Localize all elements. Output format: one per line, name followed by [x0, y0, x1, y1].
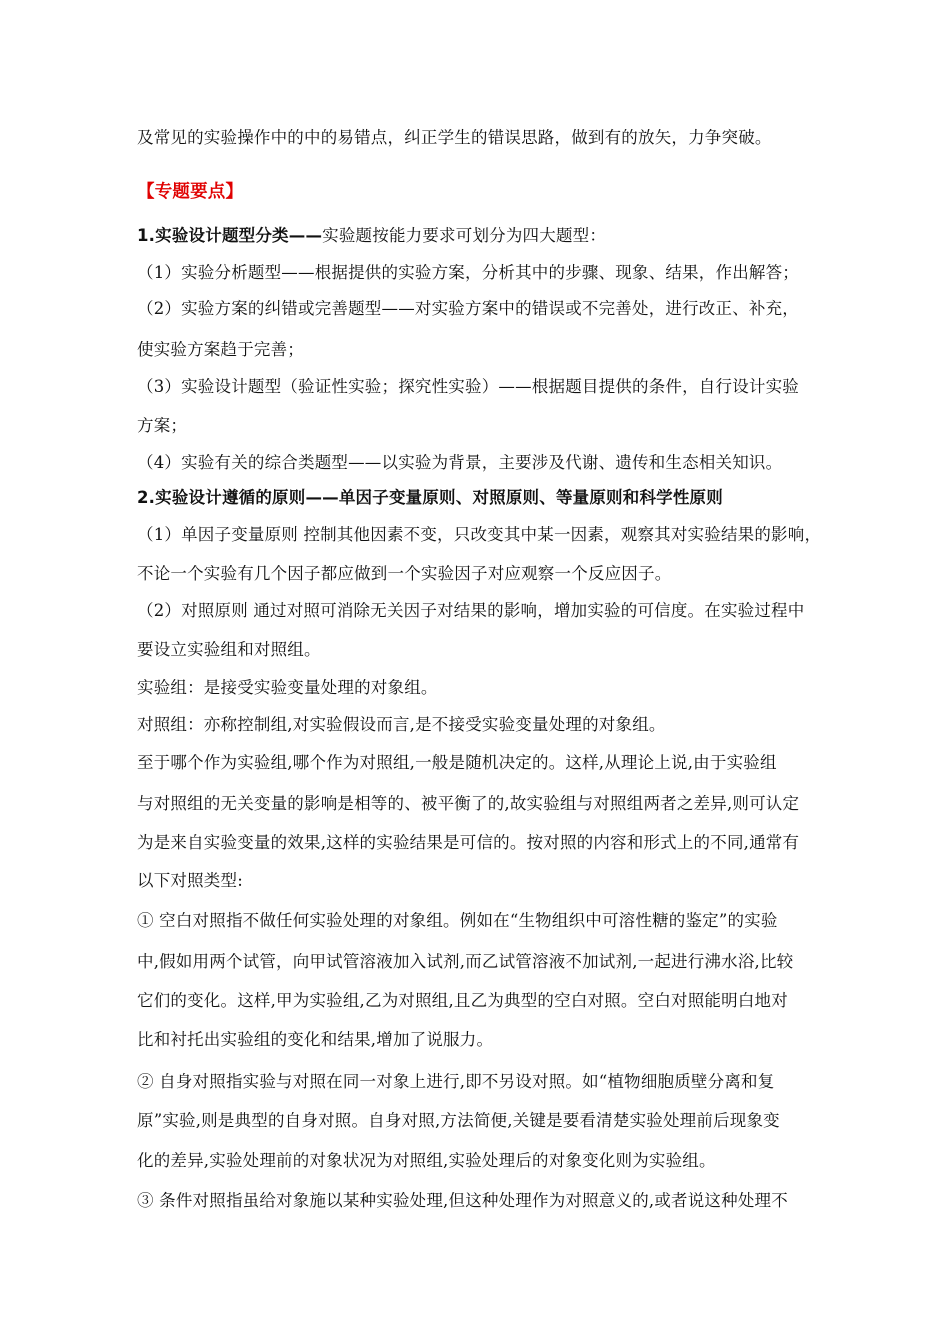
- point2-line: ① 空白对照指不做任何实验处理的对象组。例如在“生物组织中可溶性糖的鉴定”的实验: [137, 911, 778, 930]
- point1-item: 使实验方案趋于完善；: [137, 340, 304, 359]
- point1-title: 1.实验设计题型分类——: [137, 226, 323, 245]
- point2-line: 不论一个实验有几个因子都应做到一个实验因子对应观察一个反应因子。: [137, 564, 672, 583]
- point2-line: 实验组：是接受实验变量处理的对象组。: [137, 678, 438, 697]
- point2-line: （2）对照原则 通过对照可消除无关因子对结果的影响，增加实验的可信度。在实验过程中: [137, 601, 805, 620]
- section-heading: 【专题要点】: [137, 182, 244, 202]
- point2-line: ③ 条件对照指虽给对象施以某种实验处理,但这种处理作为对照意义的,或者说这种处理不: [137, 1191, 788, 1210]
- point1-item: 方案；: [137, 416, 188, 435]
- point2-line: 对照组：亦称控制组,对实验假设而言,是不接受实验变量处理的对象组。: [137, 715, 666, 734]
- point1-heading: [137, 225, 606, 247]
- point2-heading: 2.实验设计遵循的原则——单因子变量原则、对照原则、等量原则和科学性原则: [137, 488, 723, 507]
- point1-item: （2）实验方案的纠错或完善题型——对实验方案中的错误或不完善处，进行改正、补充，: [137, 299, 799, 318]
- point2-line: （1）单因子变量原则 控制其他因素不变，只改变其中某一因素，观察其对实验结果的影响，: [137, 525, 822, 544]
- point2-line: 中,假如用两个试管，向甲试管溶液加入试剂,而乙试管溶液不加试剂,一起进行沸水浴,比较: [137, 952, 794, 971]
- point2-line: 要设立实验组和对照组。: [137, 640, 321, 659]
- point1-item: （1）实验分析题型——根据提供的实验方案，分析其中的步骤、现象、结果，作出解答；: [137, 263, 799, 282]
- point2-line: 原”实验,则是典型的自身对照。自身对照,方法简便,关键是要看清楚实验处理前后现象变: [137, 1111, 780, 1130]
- point2-line: 为是来自实验变量的效果,这样的实验结果是可信的。按对照的内容和形式上的不同,通常有: [137, 833, 800, 852]
- point2-line: ② 自身对照指实验与对照在同一对象上进行,即不另设对照。如“植物细胞质壁分离和复: [137, 1072, 775, 1091]
- point2-line: 以下对照类型:: [137, 871, 243, 890]
- point1-item: （3）实验设计题型（验证性实验；探究性实验）——根据题目提供的条件，自行设计实验: [137, 377, 799, 396]
- intro-line: 及常见的实验操作中的中的易错点，纠正学生的错误思路，做到有的放矢，力争突破。: [137, 128, 772, 147]
- point1-item: （4）实验有关的综合类题型——以实验为背景，主要涉及代谢、遗传和生态相关知识。: [137, 453, 783, 472]
- point2-line: 它们的变化。这样,甲为实验组,乙为对照组,且乙为典型的空白对照。空白对照能明白地对: [137, 991, 788, 1010]
- point1-title-rest: 实验题按能力要求可划分为四大题型：: [322, 226, 607, 245]
- point2-line: 化的差异,实验处理前的对象状况为对照组,实验处理后的对象变化则为实验组。: [137, 1151, 716, 1170]
- point2-line: 至于哪个作为实验组,哪个作为对照组,一般是随机决定的。这样,从理论上说,由于实验组: [137, 753, 777, 772]
- point2-line: 比和衬托出实验组的变化和结果,增加了说服力。: [137, 1030, 494, 1049]
- point2-line: 与对照组的无关变量的影响是相等的、被平衡了的,故实验组与对照组两者之差异,则可认定: [137, 794, 800, 813]
